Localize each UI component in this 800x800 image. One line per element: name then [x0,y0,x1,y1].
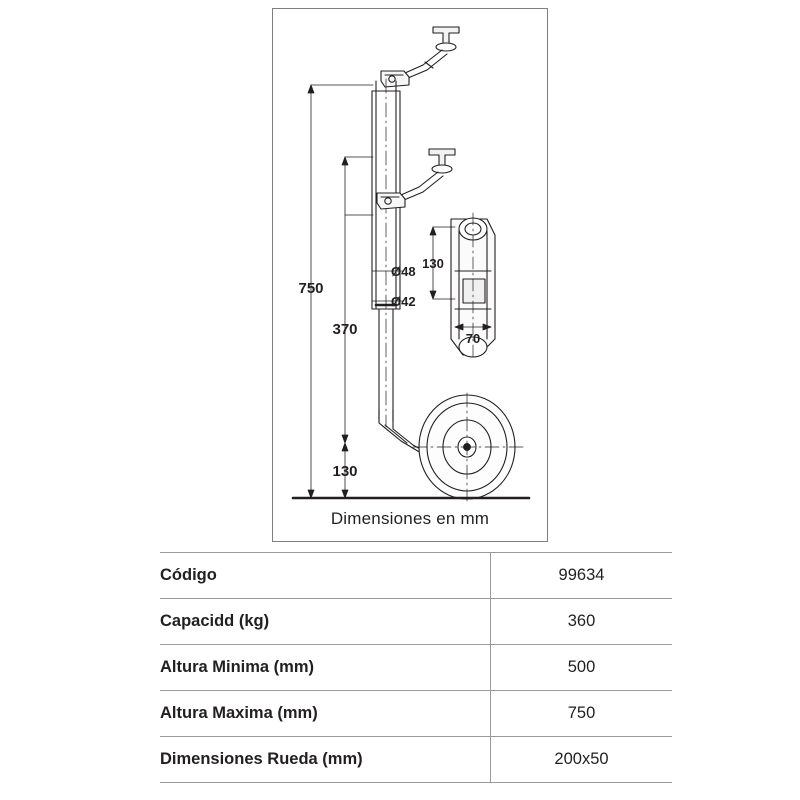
dim-total-height: 750 [298,280,324,297]
table-row [160,645,672,691]
spec-value: 750 [491,691,673,737]
dim-inner-diameter: Ø42 [391,294,416,309]
wheel [413,393,523,501]
dim-tube-height: 370 [332,321,358,338]
handle-assembly-lower [377,149,455,209]
specification-table [160,552,672,783]
spec-value: 360 [491,599,673,645]
spec-label: Altura Minima (mm) [160,645,491,691]
drawing-caption: Dimensiones en mm [330,509,490,528]
table-row [160,553,672,599]
dim-outer-diameter: Ø48 [391,264,416,279]
technical-drawing-panel [272,8,548,542]
table-row [160,599,672,645]
main-tube [372,79,400,427]
table-row [160,691,672,737]
jockey-wheel-drawing [273,9,547,541]
table-row [160,737,672,783]
dim-ground-clearance: 130 [332,463,358,480]
handle-assembly-upper [376,27,459,91]
spec-value: 500 [491,645,673,691]
spec-label: Capacidd (kg) [160,599,491,645]
dim-bracket-height: 130 [422,256,444,271]
spec-value: 200x50 [491,737,673,783]
spec-label: Código [160,553,491,599]
dim-bracket-width: 70 [465,331,481,346]
spec-label: Altura Maxima (mm) [160,691,491,737]
spec-label: Dimensiones Rueda (mm) [160,737,491,783]
spec-value: 99634 [491,553,673,599]
